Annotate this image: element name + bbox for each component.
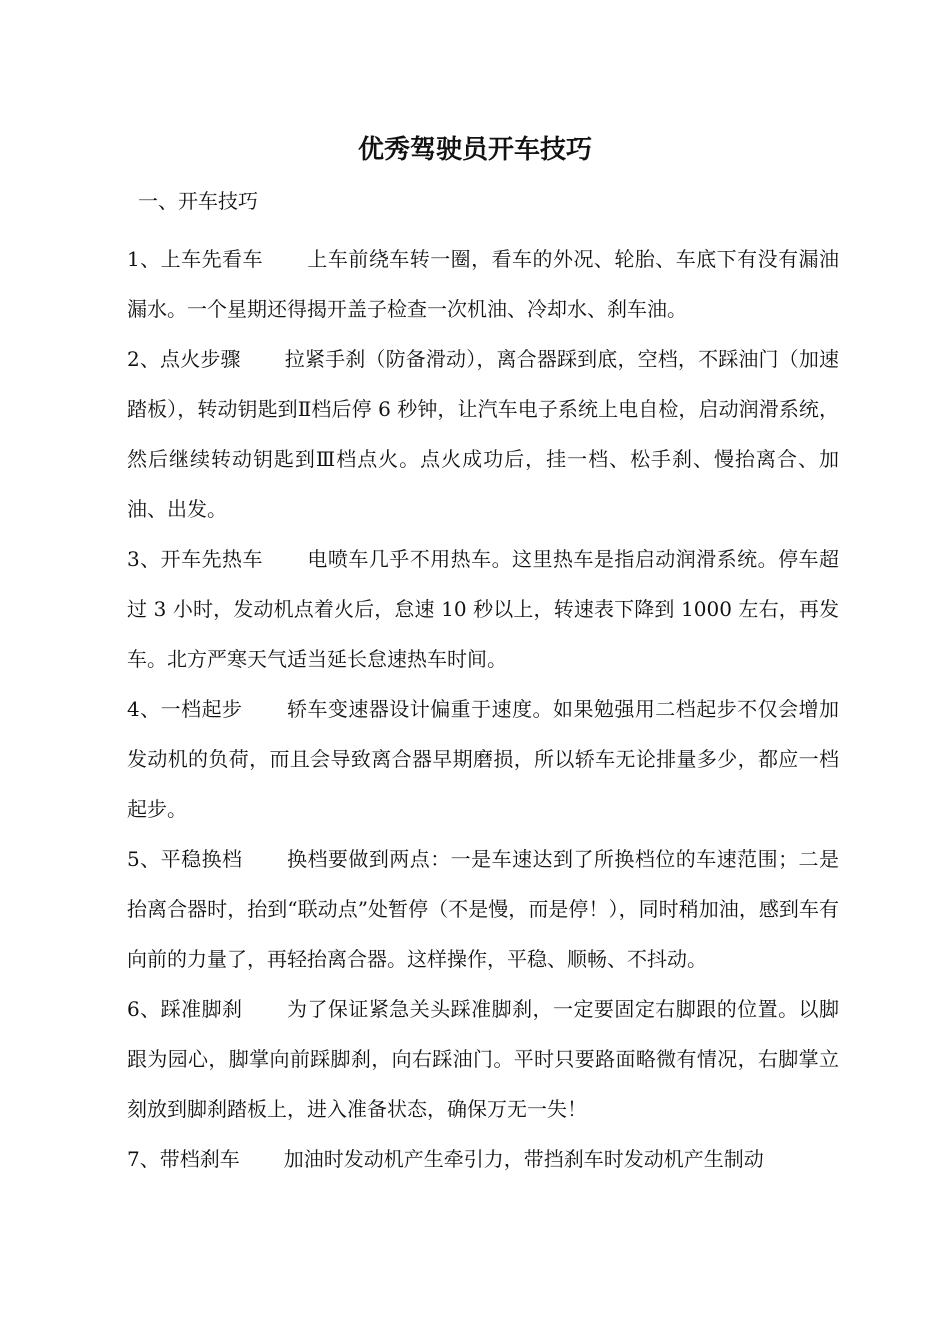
tip-text: 电喷车几乎不用热车。这里热车是指启动润滑系统。停车超过 3 小时，发动机点着火后，怠速 10 秒以上，转速表下降到 1000 左右，再发车。北方严寒天气适当延长怠速热车时间。 (127, 547, 839, 671)
tip-text: 加油时发动机产生牵引力，带挡刹车时发动机产生制动 (283, 1147, 764, 1171)
tip-paragraph-5 (127, 834, 839, 984)
tip-label: 2、点火步骤 (127, 347, 241, 371)
tip-text: 上车前绕车转一圈，看车的外况、轮胎、车底下有没有漏油漏水。一个星期还得揭开盖子检查一次机油、冷却水、刹车油。 (127, 247, 839, 321)
tip-text: 拉紧手刹（防备滑动），离合器踩到底，空档，不踩油门（加速踏板），转动钥匙到Ⅱ档后停 6 秒钟，让汽车电子系统上电自检，启动润滑系统，然后继续转动钥匙到Ⅲ档点火。点火成功后，挂一档、松手刹、慢抬离合、加油、出发。 (127, 347, 839, 521)
tip-paragraph-7 (127, 1134, 839, 1184)
document-title: 优秀驾驶员开车技巧 (357, 135, 592, 165)
tip-paragraph-2 (127, 334, 839, 534)
document-body (127, 234, 839, 1184)
tip-label: 5、平稳换档 (127, 847, 243, 871)
tip-label: 6、踩准脚刹 (127, 997, 243, 1021)
tip-text: 为了保证紧急关头踩准脚刹，一定要固定右脚跟的位置。以脚跟为园心，脚掌向前踩脚刹，向右踩油门。平时只要路面略微有情况，右脚掌立刻放到脚刹踏板上，进入准备状态，确保万无一失！ (127, 997, 840, 1121)
tip-label: 1、上车先看车 (127, 247, 263, 271)
tip-label: 3、开车先热车 (127, 547, 263, 571)
tip-paragraph-4 (127, 684, 839, 834)
tip-paragraph-1 (127, 234, 839, 334)
tip-text: 轿车变速器设计偏重于速度。如果勉强用二档起步不仅会增加发动机的负荷，而且会导致离合器早期磨损，所以轿车无论排量多少，都应一档起步。 (127, 697, 840, 821)
tip-paragraph-6 (127, 984, 839, 1134)
tip-label: 7、带档刹车 (127, 1147, 240, 1171)
tip-text: 换档要做到两点：一是车速达到了所换档位的车速范围；二是抬离合器时，抬到“联动点”处暂停（不是慢，而是停！），同时稍加油，感到车有向前的力量了，再轻抬离合器。这样操作，平稳、顺畅、不抖动。 (127, 847, 840, 971)
tip-paragraph-3 (127, 534, 839, 684)
section-heading: 一、开车技巧 (138, 189, 258, 213)
tip-label: 4、一档起步 (127, 697, 243, 721)
